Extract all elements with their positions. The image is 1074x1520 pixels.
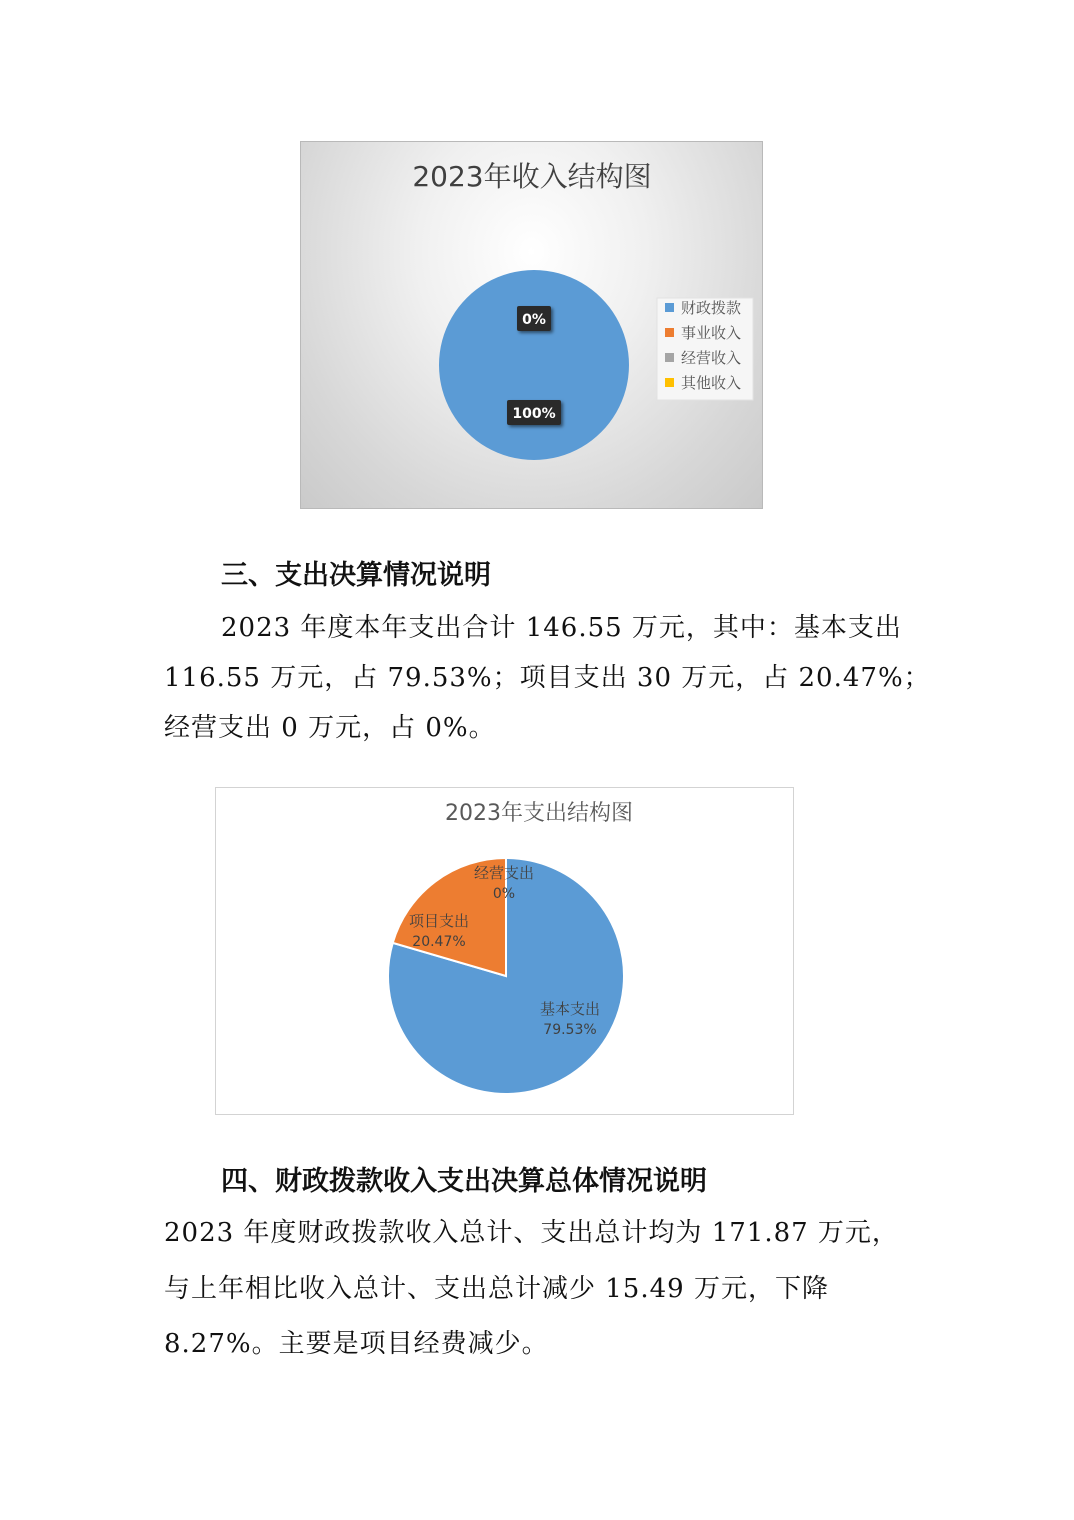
section3-line-1: 2023 年度本年支出合计 146.55 万元，其中：基本支出 xyxy=(221,613,902,643)
expenditure-label-value-2: 0% xyxy=(492,886,516,902)
income-legend-label-3: 其他收入 xyxy=(681,374,742,392)
income-legend-swatch-1 xyxy=(665,328,674,337)
section3-heading: 三、支出决算情况说明 xyxy=(221,560,491,591)
income-legend-swatch-2 xyxy=(665,353,674,362)
expenditure-chart-svg xyxy=(216,788,795,1116)
income-structure-chart xyxy=(300,141,763,509)
income-legend-swatch-3 xyxy=(665,378,674,387)
svg-text:100%: 100% xyxy=(512,406,556,422)
income-data-label-0 xyxy=(507,400,561,425)
income-data-label-1 xyxy=(517,306,551,331)
income-legend-label-1: 事业收入 xyxy=(681,324,742,342)
expenditure-structure-chart xyxy=(215,787,794,1115)
section4-line-1: 2023 年度财政拨款收入总计、支出总计均为 171.87 万元， xyxy=(164,1218,899,1248)
income-legend-label-0: 财政拨款 xyxy=(681,299,742,317)
income-pie-slice-0 xyxy=(439,270,629,460)
income-legend-label-2: 经营收入 xyxy=(681,349,742,367)
income-pie xyxy=(439,270,629,460)
expenditure-label-name-2: 经营支出 xyxy=(473,864,535,882)
expenditure-chart-title: 2023年支出结构图 xyxy=(445,801,633,826)
svg-text:0%: 0% xyxy=(522,312,546,328)
section3-line-3: 经营支出 0 万元，占 0%。 xyxy=(164,713,496,743)
expenditure-label-name-1: 项目支出 xyxy=(408,912,470,930)
expenditure-label-value-1: 20.47% xyxy=(412,934,466,950)
section4-line-3: 8.27%。主要是项目经费减少。 xyxy=(164,1329,549,1359)
section3-line-2: 116.55 万元，占 79.53%；项目支出 30 万元，占 20.47%； xyxy=(164,663,931,693)
income-legend-swatch-0 xyxy=(665,303,674,312)
expenditure-label-name-0: 基本支出 xyxy=(539,1000,601,1018)
expenditure-pie xyxy=(388,858,624,1094)
section4-heading: 四、财政拨款收入支出决算总体情况说明 xyxy=(221,1166,707,1197)
section4-line-2: 与上年相比收入总计、支出总计减少 15.49 万元，下降 xyxy=(164,1274,829,1304)
expenditure-label-value-0: 79.53% xyxy=(543,1022,597,1038)
income-chart-title: 2023年收入结构图 xyxy=(412,160,652,193)
income-chart-svg xyxy=(301,142,764,510)
